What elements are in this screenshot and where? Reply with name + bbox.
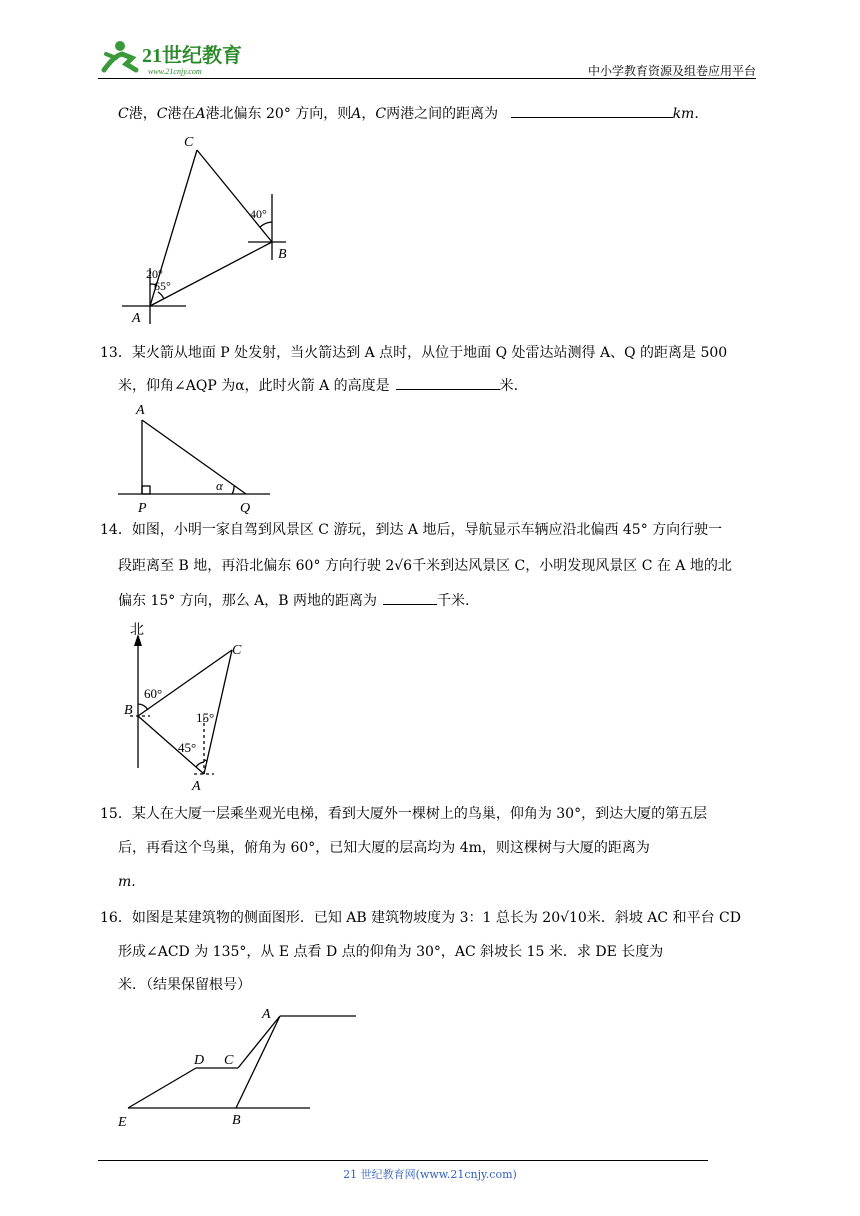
q14-angle-45: 45° xyxy=(178,740,197,755)
q16-label-e: E xyxy=(118,1115,127,1130)
q14-answer-blank[interactable] xyxy=(383,591,437,605)
q12-label-c: C xyxy=(184,135,194,150)
q16-label-a: A xyxy=(262,1007,271,1022)
q14-line2: 段距离至 B 地，再沿北偏东 60° 方向行驶 2√6千米到达风景区 C，小明发现风景区 C 在 A 地的北 xyxy=(118,558,732,574)
q13-line2: 米，仰角∠AQP 为α，此时火箭 A 的高度是 米. xyxy=(118,378,519,394)
q15-line2: 后，再看这个鸟巢，俯角为 60°，已知大厦的层高均为 4m，则这棵树与大厦的距离为 xyxy=(118,840,650,856)
site-logo xyxy=(96,36,256,78)
q12-figure xyxy=(112,128,312,328)
q14-label-b: B xyxy=(124,703,133,718)
q15-line1: 15．某人在大厦一层乘坐观光电梯，看到大厦外一棵树上的鸟巢，仰角为 30°，到达大厦的第五层 xyxy=(100,806,708,822)
q13-label-a: A xyxy=(136,403,145,418)
footer-divider xyxy=(98,1160,708,1161)
q12-label-b: B xyxy=(278,247,287,262)
q15-line3: m. xyxy=(118,874,136,890)
q14-line1: 14．如图，小明一家自驾到风景区 C 游玩，到达 A 地后，导航显示车辆应沿北偏西 45° 方向行驶一 xyxy=(100,522,723,538)
header-divider xyxy=(98,78,756,79)
logo-url: www.21cnjy.com xyxy=(148,67,202,76)
q16-label-d: D xyxy=(194,1053,205,1068)
q12-answer-blank[interactable] xyxy=(511,104,673,118)
q14-label-a: A xyxy=(192,779,201,792)
q14-figure xyxy=(110,620,260,792)
q13-answer-blank[interactable] xyxy=(396,376,500,390)
q12-label-a: A xyxy=(132,311,141,326)
q12-text: C港，C港在A港北偏东 20° 方向，则A，C两港之间的距离为 km. xyxy=(118,106,699,122)
q13-line1: 13．某火箭从地面 P 处发射，当火箭达到 A 点时，从位于地面 Q 处雷达站测得 A、Q 的距离是 500 xyxy=(100,345,728,361)
q14-angle-60: 60° xyxy=(144,686,163,701)
q12-angle-40: 40° xyxy=(250,207,267,221)
logo-text: 21世纪教育 xyxy=(142,45,242,67)
q13-label-p: P xyxy=(138,501,147,516)
q16-line1: 16．如图是某建筑物的侧面图形．已知 AB 建筑物坡度为 3：1 总长为 20√10米．斜坡 AC 和平台 CD xyxy=(100,910,741,926)
q16-line2: 形成∠ACD 为 135°，从 E 点看 D 点的仰角为 30°，AC 斜坡长 15 米．求 DE 长度为 xyxy=(118,944,664,960)
q12-angle-65: 65° xyxy=(154,279,171,293)
q13-label-alpha: α xyxy=(216,478,223,493)
q13-label-q: Q xyxy=(240,501,251,516)
q14-angle-15: 15° xyxy=(196,710,215,725)
platform-title: 中小学教育资源及组卷应用平台 xyxy=(587,64,756,78)
q12-angle-20: 20° xyxy=(146,267,163,281)
q16-label-b: B xyxy=(232,1113,241,1128)
q13-figure xyxy=(110,398,280,518)
q16-label-c: C xyxy=(224,1053,234,1068)
q14-label-c: C xyxy=(232,643,242,658)
footer-link[interactable]: 21 世纪教育网(www.21cnjy.com) xyxy=(343,1168,517,1181)
q16-line3: 米．（结果保留根号） xyxy=(118,977,251,993)
q16-figure xyxy=(110,998,370,1132)
q14-label-north: 北 xyxy=(130,623,144,638)
q14-line3: 偏东 15° 方向，那么 A，B 两地的距离为 千米. xyxy=(118,593,470,609)
